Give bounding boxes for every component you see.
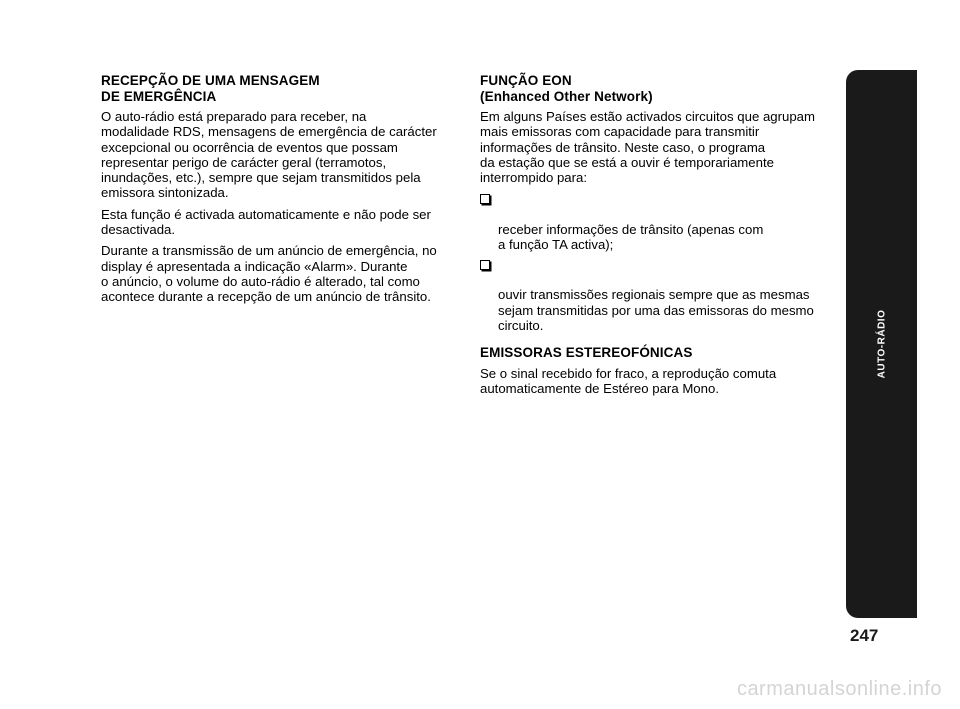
stereo-paragraph: Se o sinal recebido for fraco, a reprodução comuta automaticamente de Estéreo para Mono. bbox=[480, 365, 777, 396]
right-column bbox=[480, 73, 835, 402]
page-number: 247 bbox=[850, 626, 879, 645]
eon-bullet-list bbox=[480, 191, 835, 333]
bullet-text: ouvir transmissões regionais sempre que as mesmas sejam transmitidas por uma das emissoras do mesmo circuito. bbox=[498, 287, 814, 333]
section-tab-label: AUTO-RÁDIO bbox=[876, 309, 887, 379]
section-side-tab bbox=[846, 70, 917, 618]
emergency-intro-paragraph: O auto-rádio está preparado para receber, na modalidade RDS, mensagens de emergência de carácter excepcional ou ocorrência de eventos que possam representar perigo de carácter geral (terramotos, inundações, etc.), sempre que sejam transmitidos pela emissora sintonizada. bbox=[101, 109, 437, 201]
bullet-text: receber informações de trânsito (apenas com a função TA activa); bbox=[498, 222, 764, 253]
eon-heading: FUNÇÃO EON (Enhanced Other Network) bbox=[480, 73, 653, 104]
bullet-item bbox=[480, 191, 835, 252]
eon-paragraph: Em alguns Países estão activados circuitos que agrupam mais emissoras com capacidade para transmitir informações de trânsito. Neste caso, o programa da estação que se está a ouvir é temporariamente interrompido para: bbox=[480, 109, 815, 186]
checkbox-bullet-icon bbox=[480, 260, 490, 270]
emergency-display-paragraph: Durante a transmissão de um anúncio de emergência, no display é apresentada a indicação «Alarm». Durante o anúncio, o volume do auto-rádio é alterado, tal como acontece durante a recepção de um anúncio de trânsito. bbox=[101, 243, 437, 305]
stereo-heading: EMISSORAS ESTEREOFÓNICAS bbox=[480, 345, 693, 361]
watermark: carmanualsonline.info bbox=[736, 678, 942, 700]
emergency-activation-paragraph: Esta função é activada automaticamente e não pode ser desactivada. bbox=[101, 206, 431, 238]
checkbox-bullet-icon bbox=[480, 194, 490, 204]
emergency-message-heading: RECEPÇÃO DE UMA MENSAGEM DE EMERGÊNCIA bbox=[101, 73, 320, 104]
bullet-item bbox=[480, 257, 835, 333]
left-column bbox=[101, 73, 461, 311]
